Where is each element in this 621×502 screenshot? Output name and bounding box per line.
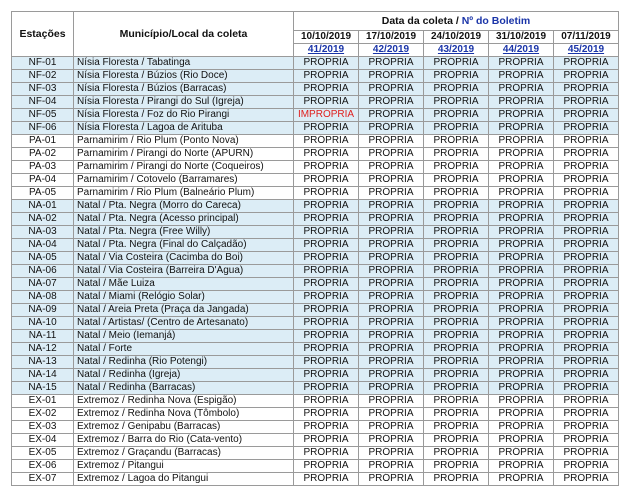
- stations-header: Estações: [12, 12, 74, 57]
- status-cell: PRÓPRIA: [359, 421, 424, 434]
- table-row: [12, 57, 619, 70]
- table-row: [12, 434, 619, 447]
- status-cell: PRÓPRIA: [554, 395, 619, 408]
- collection-location: Parnamirim / Rio Plum (Ponto Nova): [74, 135, 294, 148]
- status-cell: PRÓPRIA: [359, 460, 424, 473]
- status-cell: PRÓPRIA: [294, 200, 359, 213]
- station-code: EX-01: [12, 395, 74, 408]
- status-cell: PRÓPRIA: [554, 382, 619, 395]
- status-cell: PRÓPRIA: [424, 174, 489, 187]
- collection-date: 10/10/2019: [294, 31, 359, 44]
- station-code: PA-04: [12, 174, 74, 187]
- status-cell: PRÓPRIA: [294, 317, 359, 330]
- station-code: NA-02: [12, 213, 74, 226]
- collection-location: Nísia Floresta / Búzios (Barracas): [74, 83, 294, 96]
- collection-location: Parnamirim / Pirangi do Norte (Coqueiros): [74, 161, 294, 174]
- status-cell: PRÓPRIA: [294, 135, 359, 148]
- status-cell: PRÓPRIA: [294, 122, 359, 135]
- status-cell: PRÓPRIA: [294, 161, 359, 174]
- station-code: NA-09: [12, 304, 74, 317]
- status-cell: PRÓPRIA: [424, 226, 489, 239]
- collection-location: Parnamirim / Pirangi do Norte (APURN): [74, 148, 294, 161]
- status-cell: PRÓPRIA: [424, 447, 489, 460]
- status-cell: PRÓPRIA: [359, 148, 424, 161]
- status-cell: PRÓPRIA: [489, 57, 554, 70]
- station-code: EX-04: [12, 434, 74, 447]
- station-code: NA-01: [12, 200, 74, 213]
- status-cell: PRÓPRIA: [359, 291, 424, 304]
- table-row: [12, 70, 619, 83]
- status-cell: PRÓPRIA: [554, 239, 619, 252]
- status-cell: PRÓPRIA: [359, 187, 424, 200]
- location-header: Município/Local da coleta: [74, 12, 294, 57]
- station-code: NA-07: [12, 278, 74, 291]
- status-cell: PRÓPRIA: [554, 447, 619, 460]
- status-cell: PRÓPRIA: [424, 70, 489, 83]
- station-code: NF-05: [12, 109, 74, 122]
- table-header: [12, 12, 619, 57]
- station-code: NA-04: [12, 239, 74, 252]
- status-cell: PRÓPRIA: [294, 187, 359, 200]
- status-cell: PRÓPRIA: [424, 187, 489, 200]
- status-cell: PRÓPRIA: [554, 96, 619, 109]
- collection-location: Nísia Floresta / Pirangi do Sul (Igreja): [74, 96, 294, 109]
- collection-location: Natal / Meio (Iemanjá): [74, 330, 294, 343]
- station-code: NA-10: [12, 317, 74, 330]
- status-cell: PRÓPRIA: [489, 148, 554, 161]
- status-cell: PRÓPRIA: [359, 382, 424, 395]
- collection-location: Extremoz / Redinha Nova (Espigão): [74, 395, 294, 408]
- status-cell: PRÓPRIA: [554, 369, 619, 382]
- status-cell: PRÓPRIA: [554, 460, 619, 473]
- bulletin-number: 42/2019: [359, 44, 424, 57]
- table-row: [12, 382, 619, 395]
- status-cell: PRÓPRIA: [294, 343, 359, 356]
- status-cell: PRÓPRIA: [554, 317, 619, 330]
- station-code: PA-05: [12, 187, 74, 200]
- status-cell: PRÓPRIA: [424, 421, 489, 434]
- status-cell: PRÓPRIA: [424, 57, 489, 70]
- station-code: EX-07: [12, 473, 74, 486]
- status-cell: PRÓPRIA: [424, 356, 489, 369]
- collection-location: Nísia Floresta / Tabatinga: [74, 57, 294, 70]
- status-cell: PRÓPRIA: [359, 96, 424, 109]
- table-row: [12, 421, 619, 434]
- collection-location: Natal / Redinha (Igreja): [74, 369, 294, 382]
- status-cell: PRÓPRIA: [359, 317, 424, 330]
- status-cell: PRÓPRIA: [424, 109, 489, 122]
- status-cell: PRÓPRIA: [359, 161, 424, 174]
- status-cell: PRÓPRIA: [489, 96, 554, 109]
- status-cell: PRÓPRIA: [359, 265, 424, 278]
- table-row: [12, 83, 619, 96]
- status-cell: PRÓPRIA: [424, 278, 489, 291]
- collection-location: Extremoz / Redinha Nova (Tômbolo): [74, 408, 294, 421]
- station-code: NA-13: [12, 356, 74, 369]
- table-row: [12, 447, 619, 460]
- status-cell: PRÓPRIA: [424, 317, 489, 330]
- status-cell: PRÓPRIA: [424, 395, 489, 408]
- status-cell: PRÓPRIA: [554, 226, 619, 239]
- status-cell: PRÓPRIA: [359, 213, 424, 226]
- status-cell: PRÓPRIA: [489, 460, 554, 473]
- station-code: NF-01: [12, 57, 74, 70]
- status-cell: PRÓPRIA: [554, 408, 619, 421]
- status-cell: PRÓPRIA: [294, 265, 359, 278]
- status-cell: PRÓPRIA: [554, 291, 619, 304]
- status-cell: IMPRÓPRIA: [294, 109, 359, 122]
- table-row: [12, 317, 619, 330]
- status-cell: PRÓPRIA: [489, 239, 554, 252]
- status-cell: PRÓPRIA: [554, 343, 619, 356]
- status-cell: PRÓPRIA: [424, 304, 489, 317]
- collection-date: 24/10/2019: [424, 31, 489, 44]
- status-cell: PRÓPRIA: [489, 317, 554, 330]
- status-cell: PRÓPRIA: [294, 57, 359, 70]
- status-cell: PRÓPRIA: [554, 83, 619, 96]
- status-cell: PRÓPRIA: [554, 122, 619, 135]
- status-cell: PRÓPRIA: [424, 382, 489, 395]
- table-row: [12, 291, 619, 304]
- status-cell: PRÓPRIA: [554, 265, 619, 278]
- status-cell: PRÓPRIA: [294, 395, 359, 408]
- status-cell: PRÓPRIA: [489, 109, 554, 122]
- status-cell: PRÓPRIA: [424, 83, 489, 96]
- status-cell: PRÓPRIA: [554, 213, 619, 226]
- table-row: [12, 356, 619, 369]
- status-cell: PRÓPRIA: [554, 252, 619, 265]
- status-cell: PRÓPRIA: [359, 252, 424, 265]
- status-cell: PRÓPRIA: [424, 96, 489, 109]
- status-cell: PRÓPRIA: [359, 369, 424, 382]
- collection-location: Natal / Pta. Negra (Morro do Careca): [74, 200, 294, 213]
- table-row: [12, 265, 619, 278]
- status-cell: PRÓPRIA: [489, 356, 554, 369]
- balneability-table: [11, 11, 619, 486]
- bulletin-number: 43/2019: [424, 44, 489, 57]
- status-cell: PRÓPRIA: [294, 226, 359, 239]
- collection-location: Natal / Pta. Negra (Final do Calçadão): [74, 239, 294, 252]
- station-code: NF-04: [12, 96, 74, 109]
- status-cell: PRÓPRIA: [359, 343, 424, 356]
- status-cell: PRÓPRIA: [359, 109, 424, 122]
- status-cell: PRÓPRIA: [424, 161, 489, 174]
- collection-location: Nísia Floresta / Foz do Rio Pirangi: [74, 109, 294, 122]
- status-cell: PRÓPRIA: [359, 70, 424, 83]
- status-cell: PRÓPRIA: [489, 226, 554, 239]
- table-row: [12, 239, 619, 252]
- station-code: EX-03: [12, 421, 74, 434]
- status-cell: PRÓPRIA: [489, 161, 554, 174]
- collection-location: Parnamirim / Cotovelo (Barramares): [74, 174, 294, 187]
- table-row: [12, 278, 619, 291]
- collection-location: Natal / Pta. Negra (Free Willy): [74, 226, 294, 239]
- table-row: [12, 408, 619, 421]
- status-cell: PRÓPRIA: [489, 291, 554, 304]
- station-code: PA-02: [12, 148, 74, 161]
- status-cell: PRÓPRIA: [294, 447, 359, 460]
- status-cell: PRÓPRIA: [294, 356, 359, 369]
- station-code: EX-05: [12, 447, 74, 460]
- status-cell: PRÓPRIA: [294, 70, 359, 83]
- table-row: [12, 122, 619, 135]
- collection-location: Extremoz / Pitangui: [74, 460, 294, 473]
- collection-location: Parnamirim / Rio Plum (Balneário Plum): [74, 187, 294, 200]
- station-code: EX-02: [12, 408, 74, 421]
- status-cell: PRÓPRIA: [294, 174, 359, 187]
- station-code: NA-03: [12, 226, 74, 239]
- status-cell: PRÓPRIA: [489, 265, 554, 278]
- status-cell: PRÓPRIA: [489, 473, 554, 486]
- status-cell: PRÓPRIA: [489, 343, 554, 356]
- status-cell: PRÓPRIA: [294, 330, 359, 343]
- status-cell: PRÓPRIA: [294, 239, 359, 252]
- table-row: [12, 330, 619, 343]
- status-cell: PRÓPRIA: [489, 330, 554, 343]
- status-cell: PRÓPRIA: [554, 330, 619, 343]
- status-cell: PRÓPRIA: [424, 369, 489, 382]
- status-cell: PRÓPRIA: [554, 148, 619, 161]
- status-cell: PRÓPRIA: [489, 447, 554, 460]
- status-cell: PRÓPRIA: [294, 460, 359, 473]
- collection-location: Natal / Forte: [74, 343, 294, 356]
- collection-location: Extremoz / Barra do Rio (Cata-vento): [74, 434, 294, 447]
- status-cell: PRÓPRIA: [359, 278, 424, 291]
- table-row: [12, 200, 619, 213]
- status-cell: PRÓPRIA: [554, 57, 619, 70]
- status-cell: PRÓPRIA: [359, 239, 424, 252]
- status-cell: PRÓPRIA: [359, 408, 424, 421]
- status-cell: PRÓPRIA: [294, 291, 359, 304]
- status-cell: PRÓPRIA: [359, 226, 424, 239]
- status-cell: PRÓPRIA: [554, 70, 619, 83]
- status-cell: PRÓPRIA: [554, 187, 619, 200]
- status-cell: PRÓPRIA: [489, 200, 554, 213]
- collection-location: Nísia Floresta / Búzios (Rio Doce): [74, 70, 294, 83]
- collection-location: Natal / Miami (Relógio Solar): [74, 291, 294, 304]
- collection-location: Natal / Redinha (Barracas): [74, 382, 294, 395]
- table-row: [12, 395, 619, 408]
- status-cell: PRÓPRIA: [489, 369, 554, 382]
- status-cell: PRÓPRIA: [489, 382, 554, 395]
- status-cell: PRÓPRIA: [424, 148, 489, 161]
- table-row: [12, 460, 619, 473]
- status-cell: PRÓPRIA: [294, 278, 359, 291]
- collection-date: 31/10/2019: [489, 31, 554, 44]
- status-cell: PRÓPRIA: [359, 330, 424, 343]
- collection-location: Extremoz / Graçandu (Barracas): [74, 447, 294, 460]
- status-cell: PRÓPRIA: [294, 408, 359, 421]
- collection-location: Natal / Via Costeira (Cacimba do Boi): [74, 252, 294, 265]
- station-code: NF-03: [12, 83, 74, 96]
- station-code: NF-02: [12, 70, 74, 83]
- status-cell: PRÓPRIA: [359, 174, 424, 187]
- status-cell: PRÓPRIA: [294, 304, 359, 317]
- status-cell: PRÓPRIA: [294, 369, 359, 382]
- status-cell: PRÓPRIA: [489, 408, 554, 421]
- table-row: [12, 109, 619, 122]
- status-cell: PRÓPRIA: [489, 434, 554, 447]
- bulletin-number: 44/2019: [489, 44, 554, 57]
- collection-location: Extremoz / Lagoa do Pitangui: [74, 473, 294, 486]
- status-cell: PRÓPRIA: [489, 83, 554, 96]
- status-cell: PRÓPRIA: [489, 278, 554, 291]
- status-cell: PRÓPRIA: [554, 135, 619, 148]
- status-cell: PRÓPRIA: [359, 200, 424, 213]
- status-cell: PRÓPRIA: [489, 70, 554, 83]
- status-cell: PRÓPRIA: [294, 96, 359, 109]
- status-cell: PRÓPRIA: [424, 330, 489, 343]
- status-cell: PRÓPRIA: [424, 213, 489, 226]
- table-row: [12, 226, 619, 239]
- status-cell: PRÓPRIA: [294, 148, 359, 161]
- station-code: PA-01: [12, 135, 74, 148]
- collection-location: Natal / Mãe Luiza: [74, 278, 294, 291]
- table-row: [12, 213, 619, 226]
- station-code: EX-06: [12, 460, 74, 473]
- status-cell: PRÓPRIA: [554, 109, 619, 122]
- table-row: [12, 148, 619, 161]
- station-code: NA-12: [12, 343, 74, 356]
- bulletin-number: 45/2019: [554, 44, 619, 57]
- status-cell: PRÓPRIA: [554, 174, 619, 187]
- status-cell: PRÓPRIA: [424, 460, 489, 473]
- status-cell: PRÓPRIA: [554, 278, 619, 291]
- table-row: [12, 343, 619, 356]
- status-cell: PRÓPRIA: [359, 304, 424, 317]
- status-cell: PRÓPRIA: [424, 473, 489, 486]
- station-code: NA-15: [12, 382, 74, 395]
- station-code: NA-11: [12, 330, 74, 343]
- collection-location: Nísia Floresta / Lagoa de Arituba: [74, 122, 294, 135]
- status-cell: PRÓPRIA: [294, 83, 359, 96]
- status-cell: PRÓPRIA: [359, 473, 424, 486]
- status-cell: PRÓPRIA: [294, 473, 359, 486]
- station-code: PA-03: [12, 161, 74, 174]
- status-cell: PRÓPRIA: [554, 356, 619, 369]
- collection-header: [294, 12, 619, 31]
- bulletin-number: 41/2019: [294, 44, 359, 57]
- status-cell: PRÓPRIA: [424, 135, 489, 148]
- status-cell: PRÓPRIA: [424, 408, 489, 421]
- station-code: NA-14: [12, 369, 74, 382]
- collection-location: Extremoz / Genipabu (Barracas): [74, 421, 294, 434]
- status-cell: PRÓPRIA: [359, 122, 424, 135]
- status-cell: PRÓPRIA: [554, 434, 619, 447]
- collection-date: 17/10/2019: [359, 31, 424, 44]
- status-cell: PRÓPRIA: [294, 382, 359, 395]
- collection-date-label: Data da coleta /: [381, 15, 462, 27]
- status-cell: PRÓPRIA: [554, 473, 619, 486]
- status-cell: PRÓPRIA: [359, 395, 424, 408]
- status-cell: PRÓPRIA: [359, 434, 424, 447]
- collection-location: Natal / Pta. Negra (Acesso principal): [74, 213, 294, 226]
- table-row: [12, 174, 619, 187]
- status-cell: PRÓPRIA: [489, 187, 554, 200]
- status-cell: PRÓPRIA: [294, 434, 359, 447]
- status-cell: PRÓPRIA: [489, 252, 554, 265]
- status-cell: PRÓPRIA: [424, 200, 489, 213]
- status-cell: PRÓPRIA: [489, 421, 554, 434]
- table-row: [12, 96, 619, 109]
- table-row: [12, 473, 619, 486]
- station-code: NA-08: [12, 291, 74, 304]
- status-cell: PRÓPRIA: [424, 343, 489, 356]
- status-cell: PRÓPRIA: [489, 304, 554, 317]
- status-cell: PRÓPRIA: [359, 356, 424, 369]
- status-cell: PRÓPRIA: [554, 421, 619, 434]
- collection-location: Natal / Areia Preta (Praça da Jangada): [74, 304, 294, 317]
- status-cell: PRÓPRIA: [424, 252, 489, 265]
- status-cell: PRÓPRIA: [489, 174, 554, 187]
- collection-location: Natal / Artistas/ (Centro de Artesanato): [74, 317, 294, 330]
- status-cell: PRÓPRIA: [294, 252, 359, 265]
- station-code: NF-06: [12, 122, 74, 135]
- bulletin-label: Nº do Boletim: [461, 15, 531, 27]
- collection-location: Natal / Via Costeira (Barreira D'Água): [74, 265, 294, 278]
- status-cell: PRÓPRIA: [424, 291, 489, 304]
- status-cell: PRÓPRIA: [489, 122, 554, 135]
- collection-date: 07/11/2019: [554, 31, 619, 44]
- status-cell: PRÓPRIA: [489, 135, 554, 148]
- status-cell: PRÓPRIA: [359, 135, 424, 148]
- status-cell: PRÓPRIA: [424, 265, 489, 278]
- status-cell: PRÓPRIA: [294, 421, 359, 434]
- collection-location: Natal / Redinha (Rio Potengi): [74, 356, 294, 369]
- station-code: NA-06: [12, 265, 74, 278]
- table-row: [12, 304, 619, 317]
- table-row: [12, 135, 619, 148]
- table-row: [12, 252, 619, 265]
- status-cell: PRÓPRIA: [554, 161, 619, 174]
- status-cell: PRÓPRIA: [554, 200, 619, 213]
- status-cell: PRÓPRIA: [359, 83, 424, 96]
- status-cell: PRÓPRIA: [424, 239, 489, 252]
- status-cell: PRÓPRIA: [294, 213, 359, 226]
- table-body: [12, 57, 619, 486]
- status-cell: PRÓPRIA: [489, 213, 554, 226]
- table-row: [12, 369, 619, 382]
- table-row: [12, 161, 619, 174]
- status-cell: PRÓPRIA: [554, 304, 619, 317]
- table-row: [12, 187, 619, 200]
- status-cell: PRÓPRIA: [359, 57, 424, 70]
- status-cell: PRÓPRIA: [424, 434, 489, 447]
- status-cell: PRÓPRIA: [489, 395, 554, 408]
- status-cell: PRÓPRIA: [359, 447, 424, 460]
- status-cell: PRÓPRIA: [424, 122, 489, 135]
- station-code: NA-05: [12, 252, 74, 265]
